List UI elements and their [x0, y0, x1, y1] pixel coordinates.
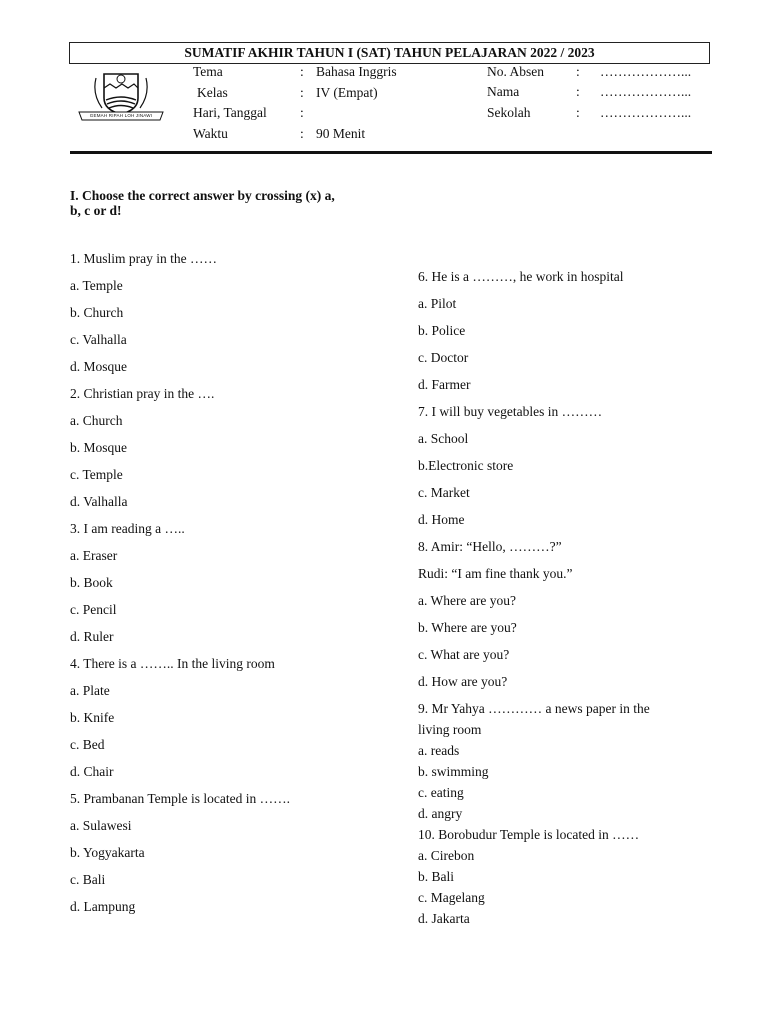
answer-option[interactable]: a. Plate [70, 683, 110, 698]
question-7: 7. I will buy vegetables in ……… [418, 404, 603, 419]
answer-option[interactable]: a. Temple [70, 278, 123, 293]
nama-separator: : [576, 84, 580, 99]
tema-value: Bahasa Inggris [316, 64, 397, 79]
answer-option[interactable]: d. Lampung [70, 899, 136, 914]
question-9-continued: living room [418, 722, 482, 737]
hari-tanggal-label: Hari, Tanggal [193, 105, 267, 120]
answer-option[interactable]: c. Bed [70, 737, 105, 752]
question-10: 10. Borobudur Temple is located in …… [418, 827, 640, 842]
question-8: 8. Amir: “Hello, ………?” [418, 539, 562, 554]
answer-option[interactable]: b. Where are you? [418, 620, 517, 635]
no-absen-separator: : [576, 64, 580, 79]
answer-option[interactable]: d. Valhalla [70, 494, 128, 509]
answer-option[interactable]: d. Jakarta [418, 911, 470, 926]
answer-option[interactable]: a. Eraser [70, 548, 118, 563]
answer-option[interactable]: c. Doctor [418, 350, 469, 365]
question-3: 3. I am reading a ….. [70, 521, 185, 536]
question-4: 4. There is a …….. In the living room [70, 656, 275, 671]
waktu-separator: : [300, 126, 304, 141]
answer-option[interactable]: b. Church [70, 305, 124, 320]
waktu-value: 90 Menit [316, 126, 366, 141]
answer-option[interactable]: b. Knife [70, 710, 115, 725]
school-emblem-logo [76, 64, 166, 126]
answer-option[interactable]: d. Chair [70, 764, 114, 779]
answer-option[interactable]: b. Book [70, 575, 113, 590]
answer-option[interactable]: b.Electronic store [418, 458, 514, 473]
answer-option[interactable]: a. reads [418, 743, 460, 758]
no-absen-label: No. Absen [487, 64, 544, 79]
answer-option[interactable]: a. Pilot [418, 296, 457, 311]
logo-motto: GEMAH RIPAH LOH JINAWI [89, 113, 153, 118]
instruction-line-1: I. Choose the correct answer by crossing (x) a, [70, 188, 335, 203]
sekolah-label: Sekolah [487, 105, 531, 120]
sekolah-separator: : [576, 105, 580, 120]
waktu-label: Waktu [193, 126, 228, 141]
exam-title: SUMATIF AKHIR TAHUN I (SAT) TAHUN PELAJARAN 2022 / 2023 [69, 42, 710, 64]
answer-option[interactable]: b. Bali [418, 869, 454, 884]
answer-option[interactable]: c. Pencil [70, 602, 117, 617]
header-divider [70, 151, 712, 154]
answer-option[interactable]: a. Cirebon [418, 848, 475, 863]
answer-option[interactable]: c. Valhalla [70, 332, 127, 347]
question-6: 6. He is a ………, he work in hospital [418, 269, 624, 284]
answer-option[interactable]: c. eating [418, 785, 464, 800]
answer-option[interactable]: d. How are you? [418, 674, 508, 689]
nama-label: Nama [487, 84, 520, 99]
instruction [70, 188, 390, 218]
answer-option[interactable]: c. Market [418, 485, 470, 500]
question-5: 5. Prambanan Temple is located in ……. [70, 791, 291, 806]
answer-option[interactable]: a. School [418, 431, 469, 446]
answer-option[interactable]: c. What are you? [418, 647, 510, 662]
no-absen-field[interactable]: ………………... [600, 64, 692, 79]
answer-option[interactable]: b. Mosque [70, 440, 127, 455]
answer-option[interactable]: c. Temple [70, 467, 123, 482]
tema-label: Tema [193, 64, 223, 79]
nama-field[interactable]: ………………... [600, 84, 692, 99]
kelas-separator: : [300, 85, 304, 100]
answer-option[interactable]: a. Sulawesi [70, 818, 132, 833]
tema-separator: : [300, 64, 304, 79]
answer-option[interactable]: d. Mosque [70, 359, 127, 374]
sekolah-field[interactable]: ………………... [600, 105, 692, 120]
answer-option[interactable]: d. angry [418, 806, 463, 821]
kelas-value: IV (Empat) [316, 85, 378, 100]
answer-option[interactable]: b. Police [418, 323, 466, 338]
answer-option[interactable]: b. Yogyakarta [70, 845, 145, 860]
answer-option[interactable]: d. Home [418, 512, 465, 527]
answer-option[interactable]: b. swimming [418, 764, 489, 779]
question-2: 2. Christian pray in the …. [70, 386, 215, 401]
answer-option[interactable]: d. Farmer [418, 377, 471, 392]
question-9: 9. Mr Yahya ………… a news paper in the [418, 701, 650, 716]
hari-tanggal-separator: : [300, 105, 304, 120]
question-1: 1. Muslim pray in the …… [70, 251, 217, 266]
answer-option[interactable]: c. Bali [70, 872, 106, 887]
dialogue-line: Rudi: “I am fine thank you.” [418, 566, 573, 581]
answer-option[interactable]: a. Church [70, 413, 123, 428]
answer-option[interactable]: c. Magelang [418, 890, 485, 905]
answer-option[interactable]: d. Ruler [70, 629, 114, 644]
kelas-label: Kelas [197, 85, 228, 100]
instruction-line-2: b, c or d! [70, 203, 122, 218]
answer-option[interactable]: a. Where are you? [418, 593, 516, 608]
